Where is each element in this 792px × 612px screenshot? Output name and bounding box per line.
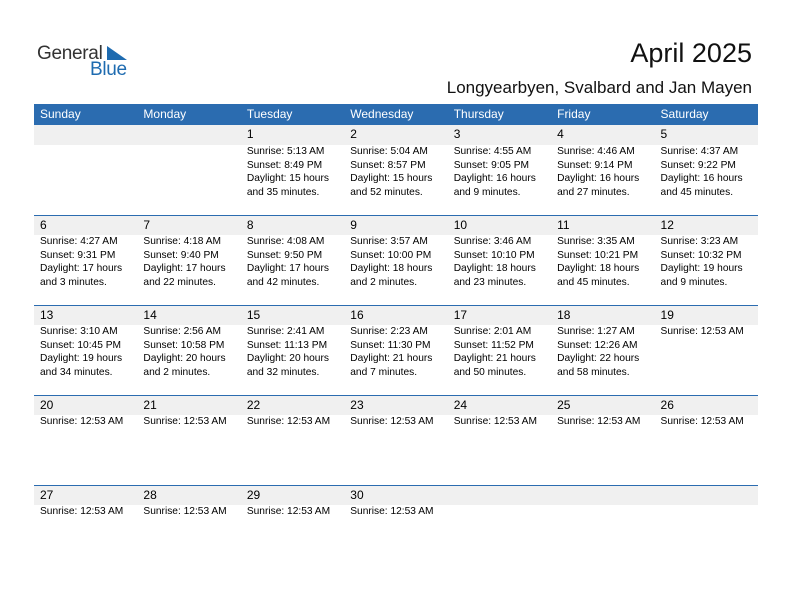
daylight-text: and 50 minutes. bbox=[453, 366, 527, 378]
week-day-details bbox=[34, 325, 758, 379]
sunrise-text: Sunrise: 2:01 AM bbox=[453, 326, 532, 337]
daylight-text: Daylight: 18 hours bbox=[350, 263, 433, 274]
day-cell bbox=[655, 325, 758, 379]
sunrise-text: Sunrise: 12:53 AM bbox=[660, 416, 744, 427]
page-title: April 2025 bbox=[630, 38, 752, 68]
day-number: 1 bbox=[246, 127, 254, 141]
day-cell bbox=[551, 325, 654, 379]
location-subtitle: Longyearbyen, Svalbard and Jan Mayen bbox=[446, 78, 752, 97]
day-cell bbox=[655, 415, 758, 429]
sunset-text: Sunset: 11:52 PM bbox=[453, 339, 534, 351]
brand-logo bbox=[37, 43, 137, 83]
calendar-week bbox=[34, 485, 758, 575]
day-cell bbox=[551, 235, 654, 289]
day-cell bbox=[241, 505, 344, 519]
sunset-text: Sunset: 11:13 PM bbox=[246, 339, 328, 351]
weekday-wednesday: Wednesday bbox=[350, 107, 414, 121]
daylight-text: Daylight: 17 hours bbox=[246, 263, 329, 274]
weeks-container bbox=[34, 125, 758, 575]
sunrise-text: Sunrise: 3:35 AM bbox=[557, 236, 635, 247]
day-number: 22 bbox=[246, 398, 261, 412]
day-number: 15 bbox=[246, 308, 261, 322]
day-cell bbox=[448, 415, 551, 429]
day-cell bbox=[241, 235, 344, 289]
day-number: 7 bbox=[143, 218, 151, 232]
day-cell bbox=[137, 145, 240, 199]
sunrise-text: Sunrise: 4:08 AM bbox=[246, 236, 325, 247]
daylight-text: Daylight: 15 hours bbox=[350, 173, 433, 184]
day-cell bbox=[34, 235, 137, 289]
day-number: 16 bbox=[350, 308, 364, 322]
day-cell bbox=[448, 235, 551, 289]
day-cell bbox=[241, 325, 344, 379]
day-number: 28 bbox=[143, 488, 157, 502]
daylight-text: and 35 minutes. bbox=[246, 186, 320, 198]
sunrise-text: Sunrise: 5:13 AM bbox=[246, 146, 325, 157]
logo-text-general: General bbox=[37, 43, 103, 64]
daylight-text: and 58 minutes. bbox=[557, 366, 630, 378]
day-number bbox=[448, 486, 551, 505]
week-day-details bbox=[34, 145, 758, 199]
daylight-text: Daylight: 15 hours bbox=[246, 173, 329, 184]
daylight-text: Daylight: 22 hours bbox=[557, 353, 640, 364]
day-cell bbox=[34, 325, 137, 379]
day-number: 17 bbox=[453, 308, 468, 322]
day-number: 18 bbox=[557, 308, 571, 322]
day-number: 13 bbox=[40, 308, 54, 322]
day-cell bbox=[655, 145, 758, 199]
sunset-text: Sunset: 9:22 PM bbox=[660, 159, 736, 171]
sunset-text: Sunset: 10:45 PM bbox=[40, 339, 121, 351]
day-cell bbox=[241, 145, 344, 199]
daylight-text: and 2 minutes. bbox=[143, 366, 211, 378]
week-day-numbers bbox=[34, 305, 758, 325]
day-number: 11 bbox=[557, 218, 570, 232]
day-number: 23 bbox=[350, 398, 364, 412]
daylight-text: and 9 minutes. bbox=[660, 276, 728, 288]
daylight-text: and 32 minutes. bbox=[246, 366, 320, 378]
day-number: 20 bbox=[40, 398, 54, 412]
daylight-text: and 2 minutes. bbox=[350, 276, 418, 288]
sunset-text: Sunset: 10:32 PM bbox=[660, 249, 742, 261]
sunrise-text: Sunrise: 12:53 AM bbox=[350, 506, 434, 517]
logo-flag-icon bbox=[107, 46, 127, 60]
sunrise-text: Sunrise: 12:53 AM bbox=[40, 416, 124, 427]
sunset-text: Sunset: 8:49 PM bbox=[246, 159, 323, 171]
sunset-text: Sunset: 9:05 PM bbox=[453, 159, 530, 171]
week-day-numbers bbox=[34, 215, 758, 235]
day-number bbox=[655, 486, 758, 505]
day-cell bbox=[137, 415, 240, 429]
sunset-text: Sunset: 8:57 PM bbox=[350, 159, 426, 171]
day-number: 3 bbox=[453, 127, 461, 141]
sunrise-text: Sunrise: 5:04 AM bbox=[350, 146, 428, 157]
sunset-text: Sunset: 10:58 PM bbox=[143, 339, 225, 351]
sunrise-text: Sunrise: 4:27 AM bbox=[40, 236, 118, 247]
sunrise-text: Sunrise: 4:37 AM bbox=[660, 146, 739, 157]
daylight-text: Daylight: 20 hours bbox=[246, 353, 329, 364]
day-number: 12 bbox=[660, 218, 674, 232]
sunset-text: Sunset: 10:00 PM bbox=[350, 249, 432, 261]
daylight-text: Daylight: 17 hours bbox=[143, 263, 226, 274]
daylight-text: Daylight: 16 hours bbox=[453, 173, 536, 184]
day-cell bbox=[344, 415, 447, 429]
week-day-numbers bbox=[34, 485, 758, 505]
sunrise-text: Sunrise: 2:23 AM bbox=[350, 326, 428, 337]
day-cell bbox=[655, 505, 758, 519]
calendar-week bbox=[34, 395, 758, 485]
sunrise-text: Sunrise: 2:41 AM bbox=[246, 326, 325, 337]
weekday-saturday: Saturday bbox=[660, 107, 709, 121]
day-number: 10 bbox=[453, 218, 468, 232]
day-cell bbox=[551, 145, 654, 199]
day-cell bbox=[241, 415, 344, 429]
logo-text-blue: Blue bbox=[90, 59, 127, 80]
sunrise-text: Sunrise: 12:53 AM bbox=[557, 416, 641, 427]
daylight-text: and 3 minutes. bbox=[40, 276, 107, 288]
day-cell bbox=[655, 235, 758, 289]
sunrise-text: Sunrise: 12:53 AM bbox=[143, 506, 227, 517]
day-cell bbox=[34, 145, 137, 199]
day-number: 29 bbox=[246, 488, 261, 502]
day-number bbox=[137, 125, 240, 145]
daylight-text: Daylight: 18 hours bbox=[557, 263, 640, 274]
daylight-text: and 22 minutes. bbox=[143, 276, 216, 288]
daylight-text: Daylight: 17 hours bbox=[40, 263, 123, 274]
weekday-thursday: Thursday bbox=[453, 107, 504, 121]
sunrise-text: Sunrise: 3:46 AM bbox=[453, 236, 532, 247]
daylight-text: Daylight: 16 hours bbox=[557, 173, 640, 184]
day-number: 19 bbox=[660, 308, 674, 322]
sunset-text: Sunset: 10:10 PM bbox=[453, 249, 535, 261]
day-cell bbox=[137, 235, 240, 289]
day-number: 14 bbox=[143, 308, 157, 322]
day-number: 8 bbox=[246, 218, 254, 232]
day-cell bbox=[344, 145, 447, 199]
day-number: 21 bbox=[143, 398, 157, 412]
sunrise-text: Sunrise: 2:56 AM bbox=[143, 326, 222, 337]
daylight-text: and 34 minutes. bbox=[40, 366, 113, 378]
day-cell bbox=[34, 505, 137, 519]
day-number: 2 bbox=[350, 127, 357, 141]
day-number bbox=[551, 486, 654, 505]
calendar-week bbox=[34, 125, 758, 215]
weekday-tuesday: Tuesday bbox=[246, 107, 293, 121]
day-cell bbox=[344, 325, 447, 379]
sunset-text: Sunset: 9:40 PM bbox=[143, 249, 219, 261]
daylight-text: Daylight: 16 hours bbox=[660, 173, 743, 184]
daylight-text: and 42 minutes. bbox=[246, 276, 320, 288]
sunrise-text: Sunrise: 12:53 AM bbox=[453, 416, 537, 427]
sunrise-text: Sunrise: 12:53 AM bbox=[350, 416, 434, 427]
sunset-text: Sunset: 11:30 PM bbox=[350, 339, 431, 351]
day-cell bbox=[448, 505, 551, 519]
day-cell bbox=[344, 235, 447, 289]
daylight-text: and 45 minutes. bbox=[660, 186, 734, 198]
day-cell bbox=[551, 415, 654, 429]
daylight-text: Daylight: 19 hours bbox=[660, 263, 743, 274]
sunrise-text: Sunrise: 1:27 AM bbox=[557, 326, 635, 337]
sunrise-text: Sunrise: 4:46 AM bbox=[557, 146, 635, 157]
day-number: 9 bbox=[350, 218, 357, 232]
day-number: 25 bbox=[557, 398, 571, 412]
week-day-details bbox=[34, 415, 758, 429]
daylight-text: Daylight: 19 hours bbox=[40, 353, 123, 364]
day-cell bbox=[551, 505, 654, 519]
weekday-header bbox=[34, 104, 758, 125]
day-number: 24 bbox=[453, 398, 468, 412]
sunrise-text: Sunrise: 3:57 AM bbox=[350, 236, 428, 247]
sunrise-text: Sunrise: 4:55 AM bbox=[453, 146, 532, 157]
week-day-numbers bbox=[34, 125, 758, 145]
day-cell bbox=[34, 415, 137, 429]
sunset-text: Sunset: 9:50 PM bbox=[246, 249, 323, 261]
sunrise-text: Sunrise: 12:53 AM bbox=[660, 326, 744, 337]
day-cell bbox=[448, 325, 551, 379]
day-cell bbox=[448, 145, 551, 199]
sunrise-text: Sunrise: 3:23 AM bbox=[660, 236, 739, 247]
sunrise-text: Sunrise: 12:53 AM bbox=[143, 416, 227, 427]
daylight-text: Daylight: 20 hours bbox=[143, 353, 226, 364]
week-day-numbers bbox=[34, 395, 758, 415]
day-cell bbox=[137, 505, 240, 519]
sunrise-text: Sunrise: 4:18 AM bbox=[143, 236, 222, 247]
calendar-week bbox=[34, 215, 758, 305]
sunrise-text: Sunrise: 12:53 AM bbox=[246, 416, 331, 427]
day-number: 6 bbox=[40, 218, 47, 232]
day-number bbox=[34, 125, 137, 145]
daylight-text: and 9 minutes. bbox=[453, 186, 521, 198]
day-number: 27 bbox=[40, 488, 54, 502]
day-cell bbox=[344, 505, 447, 519]
week-day-details bbox=[34, 505, 758, 519]
sunrise-text: Sunrise: 12:53 AM bbox=[40, 506, 124, 517]
calendar-week bbox=[34, 305, 758, 395]
daylight-text: Daylight: 21 hours bbox=[350, 353, 433, 364]
daylight-text: Daylight: 21 hours bbox=[453, 353, 536, 364]
day-number: 26 bbox=[660, 398, 674, 412]
daylight-text: and 45 minutes. bbox=[557, 276, 630, 288]
sunset-text: Sunset: 9:14 PM bbox=[557, 159, 633, 171]
sunset-text: Sunset: 10:21 PM bbox=[557, 249, 639, 261]
daylight-text: Daylight: 18 hours bbox=[453, 263, 536, 274]
day-number: 30 bbox=[350, 488, 364, 502]
week-day-details bbox=[34, 235, 758, 289]
weekday-sunday: Sunday bbox=[40, 107, 81, 121]
sunset-text: Sunset: 12:26 AM bbox=[557, 339, 638, 351]
daylight-text: and 7 minutes. bbox=[350, 366, 418, 378]
daylight-text: and 52 minutes. bbox=[350, 186, 423, 198]
day-number: 4 bbox=[557, 127, 564, 141]
weekday-monday: Monday bbox=[143, 107, 187, 121]
sunrise-text: Sunrise: 3:10 AM bbox=[40, 326, 118, 337]
day-cell bbox=[137, 325, 240, 379]
weekday-friday: Friday bbox=[557, 107, 591, 121]
calendar-grid bbox=[34, 104, 758, 575]
daylight-text: and 23 minutes. bbox=[453, 276, 527, 288]
sunset-text: Sunset: 9:31 PM bbox=[40, 249, 116, 261]
day-number: 5 bbox=[660, 127, 668, 141]
sunrise-text: Sunrise: 12:53 AM bbox=[246, 506, 331, 517]
daylight-text: and 27 minutes. bbox=[557, 186, 630, 198]
